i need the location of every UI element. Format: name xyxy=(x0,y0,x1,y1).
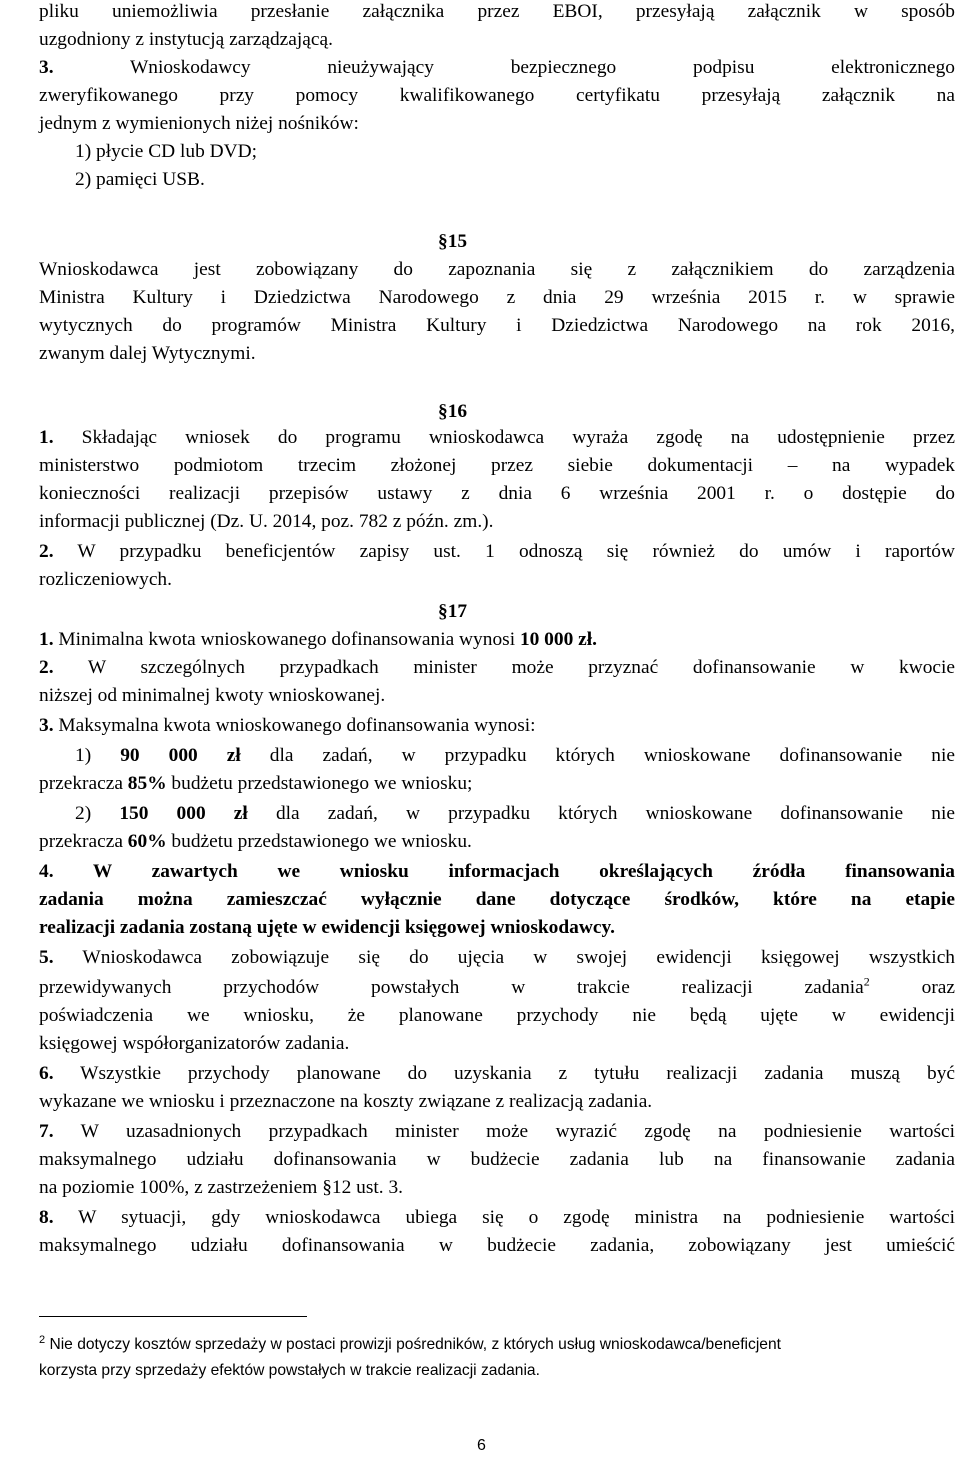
item-number: 8. xyxy=(39,1207,54,1228)
item-text: Wszystkie przychody planowane do uzyskania z tytułu realizacji zadania muszą być xyxy=(53,1063,955,1084)
section-heading-17: §17 xyxy=(438,601,468,622)
text-line: wykazane we wniosku i przeznaczone na koszty związane z realizacją zadania. xyxy=(39,1091,653,1112)
item-text: oraz xyxy=(869,977,955,998)
list-item: 1) płycie CD lub DVD; xyxy=(75,141,258,162)
item-text: budżetu przedstawionego we wniosku. xyxy=(166,831,472,852)
item-number: 2. xyxy=(39,541,54,562)
paragraph-line xyxy=(39,858,955,886)
text-line: informacji publicznej (Dz. U. 2014, poz. 782 z późn. zm.). xyxy=(39,511,494,532)
amount: 10 000 zł. xyxy=(519,629,597,650)
item-number: 4. xyxy=(39,861,54,882)
text-line: realizacji zadania zostaną ujęte w ewidencji księgowej wnioskodawcy. xyxy=(39,917,615,938)
item-text: W szczególnych przypadkach minister może przyznać dofinansowanie w kwocie xyxy=(53,657,955,678)
page-number: 6 xyxy=(477,1437,486,1454)
section-heading-15: §15 xyxy=(438,231,468,252)
item-text: W zawartych we wniosku informacjach określających źródła finansowania xyxy=(53,861,955,882)
text-line: Ministra Kultury i Dziedzictwa Narodowego z dnia 29 września 2015 r. w sprawie xyxy=(39,287,955,308)
text-line: ministerstwo podmiotom trzecim złożonej przez siebie dokumentacji – na wypadek xyxy=(39,455,955,476)
footnote-number: 2 xyxy=(39,1333,46,1346)
item-text: Wnioskodawcy nieużywający bezpiecznego podpisu elektronicznego xyxy=(53,57,955,78)
paragraph-line xyxy=(39,1204,955,1232)
percent: 60% xyxy=(127,831,167,852)
text-line: maksymalnego udziału dofinansowania w budżecie zadania, zobowiązany jest umieścić xyxy=(39,1235,955,1256)
text-line: zwanym dalej Wytycznymi. xyxy=(39,343,256,364)
footnote-line: korzysta przy sprzedaży efektów powstałych w trakcie realizacji zadania. xyxy=(39,1362,540,1379)
item-text: Maksymalna kwota wnioskowanego dofinansowania wynosi: xyxy=(53,715,536,736)
list-item xyxy=(75,800,955,828)
item-number: 2. xyxy=(39,657,54,678)
text-line: rozliczeniowych. xyxy=(39,569,172,590)
text-line: niższej od minimalnej kwoty wnioskowanej. xyxy=(39,685,386,706)
text-line: pliku uniemożliwia przesłanie załącznika przez EBOI, przesyłają załącznik w sposób xyxy=(39,1,955,22)
list-number: 2) xyxy=(75,803,120,824)
item-text: budżetu przedstawionego we wniosku; xyxy=(166,773,473,794)
item-text: dla zadań, w przypadku których wnioskowane dofinansowanie nie xyxy=(247,803,955,824)
item-number: 3. xyxy=(39,57,54,78)
text-line: zadania można zamieszczać wyłącznie dane dotyczące środków, które na etapie xyxy=(39,889,955,910)
item-text: Minimalna kwota wnioskowanego dofinansowania wynosi xyxy=(53,629,520,650)
text-line: wytycznych do programów Ministra Kultury i Dziedzictwa Narodowego na rok 2016, xyxy=(39,315,955,336)
text-line xyxy=(39,974,955,1002)
item-text: przekracza xyxy=(39,773,128,794)
item-text: przewidywanych przychodów powstałych w trakcie realizacji zadania xyxy=(39,977,864,998)
item-text: Składając wniosek do programu wnioskodawca wyraża zgodę na udostępnienie przez xyxy=(53,427,955,448)
item-number: 6. xyxy=(39,1063,54,1084)
footnote-separator xyxy=(39,1316,307,1317)
paragraph-line xyxy=(39,1118,955,1146)
amount: 150 000 zł xyxy=(119,803,248,824)
list-item xyxy=(75,742,955,770)
footnote-text: Nie dotyczy kosztów sprzedaży w postaci prowizji pośredników, z których usług wnioskodawca/beneficjent xyxy=(45,1336,781,1353)
text-line: jednym z wymienionych niżej nośników: xyxy=(39,113,359,134)
paragraph-line xyxy=(39,654,955,682)
list-item: 2) pamięci USB. xyxy=(75,169,205,190)
footnote-ref: 2 xyxy=(863,974,870,989)
text-line: konieczności realizacji przepisów ustawy z dnia 6 września 2001 r. o dostępie do xyxy=(39,483,955,504)
item-text: W sytuacji, gdy wnioskodawca ubiega się o zgodę ministra na podniesienie wartości xyxy=(53,1207,955,1228)
item-text: W uzasadnionych przypadkach minister może wyrazić zgodę na podniesienie wartości xyxy=(53,1121,955,1142)
item-text: Wnioskodawca zobowiązuje się do ujęcia w swojej ewidencji księgowej wszystkich xyxy=(53,947,955,968)
text-line: księgowej współorganizatorów zadania. xyxy=(39,1033,350,1054)
item-number: 1. xyxy=(39,427,54,448)
text-line: uzgodniony z instytucją zarządzającą. xyxy=(39,29,333,50)
paragraph-line xyxy=(39,712,955,740)
text-line: maksymalnego udziału dofinansowania w budżecie zadania lub na finansowanie zadania xyxy=(39,1149,955,1170)
section-heading-16: §16 xyxy=(438,401,468,422)
paragraph-line xyxy=(39,538,955,566)
item-number: 1. xyxy=(39,629,54,650)
item-text: W przypadku beneficjentów zapisy ust. 1 odnoszą się również do umów i raportów xyxy=(53,541,955,562)
item-number: 7. xyxy=(39,1121,54,1142)
paragraph-line xyxy=(39,1060,955,1088)
item-number: 3. xyxy=(39,715,54,736)
text-line xyxy=(39,828,955,856)
text-line xyxy=(39,770,955,798)
paragraph-3-line xyxy=(39,54,955,82)
paragraph-line xyxy=(39,626,955,654)
item-number: 5. xyxy=(39,947,54,968)
paragraph-line xyxy=(39,944,955,972)
item-text: dla zadań, w przypadku których wnioskowane dofinansowanie nie xyxy=(240,745,955,766)
amount: 90 000 zł xyxy=(120,745,241,766)
text-line: poświadczenia we wniosku, że planowane przychody nie będą ujęte w ewidencji xyxy=(39,1005,955,1026)
paragraph-line xyxy=(39,424,955,452)
text-line: zweryfikowanego przy pomocy kwalifikowanego certyfikatu przesyłają załącznik na xyxy=(39,85,955,106)
item-text: przekracza xyxy=(39,831,128,852)
text-line: na poziomie 100%, z zastrzeżeniem §12 ust. 3. xyxy=(39,1177,403,1198)
list-number: 1) xyxy=(75,745,121,766)
footnote-line xyxy=(39,1334,781,1356)
text-line: Wnioskodawca jest zobowiązany do zapoznania się z załącznikiem do zarządzenia xyxy=(39,259,955,280)
percent: 85% xyxy=(127,773,167,794)
